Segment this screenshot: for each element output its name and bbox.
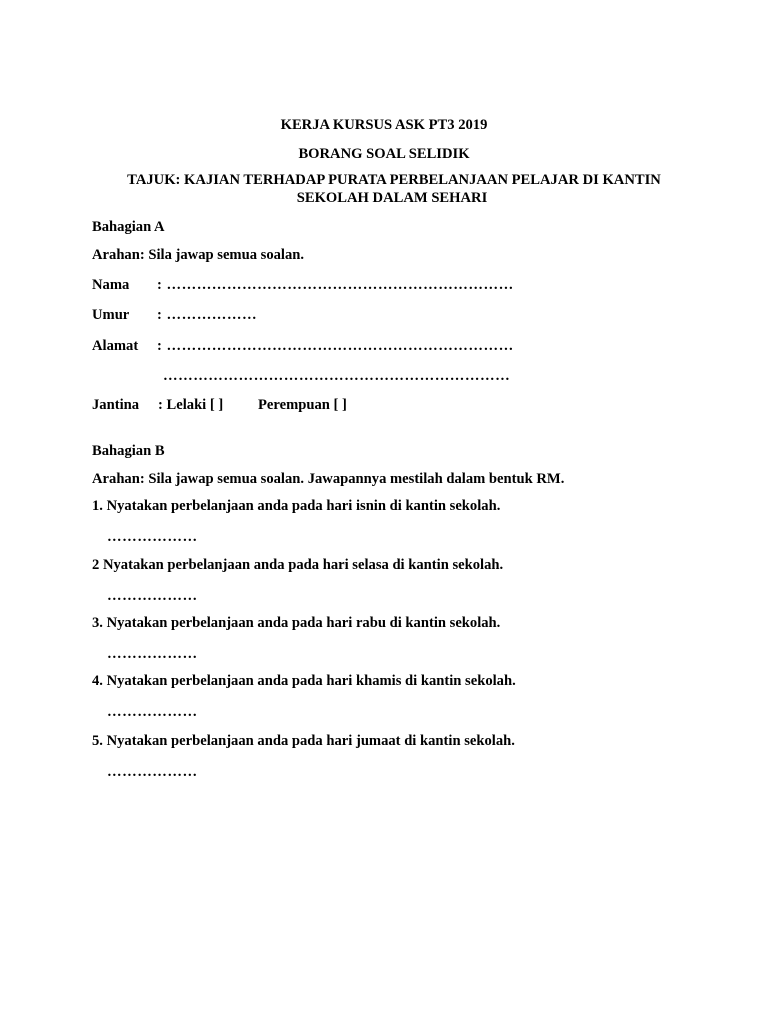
nama-blank[interactable]: : ……………………………………………………………: [157, 277, 514, 293]
topic-title-line2: SEKOLAH DALAM SEHARI: [296, 190, 488, 206]
jantina-lelaki-checkbox[interactable]: : Lelaki [ ]: [158, 397, 224, 413]
answer-blank-2[interactable]: ………………: [107, 588, 198, 604]
section-a-heading: Bahagian A: [92, 219, 165, 235]
question-3: 3. Nyatakan perbelanjaan anda pada hari rabu di kantin sekolah.: [92, 615, 501, 631]
jantina-perempuan-checkbox[interactable]: Perempuan [ ]: [258, 397, 347, 413]
answer-blank-1[interactable]: ………………: [107, 529, 198, 545]
course-title: KERJA KURSUS ASK PT3 2019: [280, 117, 488, 133]
section-b-instruction: Arahan: Sila jawap semua soalan. Jawapannya mestilah dalam bentuk RM.: [92, 471, 565, 487]
answer-blank-5[interactable]: ………………: [107, 764, 198, 780]
answer-blank-4[interactable]: ………………: [107, 704, 198, 720]
nama-label: Nama: [92, 277, 130, 293]
form-title: BORANG SOAL SELIDIK: [298, 146, 470, 162]
question-5: 5. Nyatakan perbelanjaan anda pada hari jumaat di kantin sekolah.: [92, 733, 515, 749]
jantina-label: Jantina: [92, 397, 140, 413]
alamat-label: Alamat: [92, 338, 139, 354]
umur-label: Umur: [92, 307, 130, 323]
question-2: 2 Nyatakan perbelanjaan anda pada hari selasa di kantin sekolah.: [92, 557, 504, 573]
answer-blank-3[interactable]: ………………: [107, 646, 198, 662]
alamat-blank[interactable]: : ……………………………………………………………: [157, 338, 514, 354]
question-4: 4. Nyatakan perbelanjaan anda pada hari khamis di kantin sekolah.: [92, 673, 516, 689]
question-1: 1. Nyatakan perbelanjaan anda pada hari isnin di kantin sekolah.: [92, 498, 501, 514]
section-b-heading: Bahagian B: [92, 443, 165, 459]
alamat-blank-line2[interactable]: ……………………………………………………………: [163, 368, 511, 384]
section-a-instruction: Arahan: Sila jawap semua soalan.: [92, 247, 305, 263]
umur-blank[interactable]: : ………………: [157, 307, 258, 323]
topic-title-line1: TAJUK: KAJIAN TERHADAP PURATA PERBELANJAAN PELAJAR DI KANTIN: [127, 172, 661, 188]
